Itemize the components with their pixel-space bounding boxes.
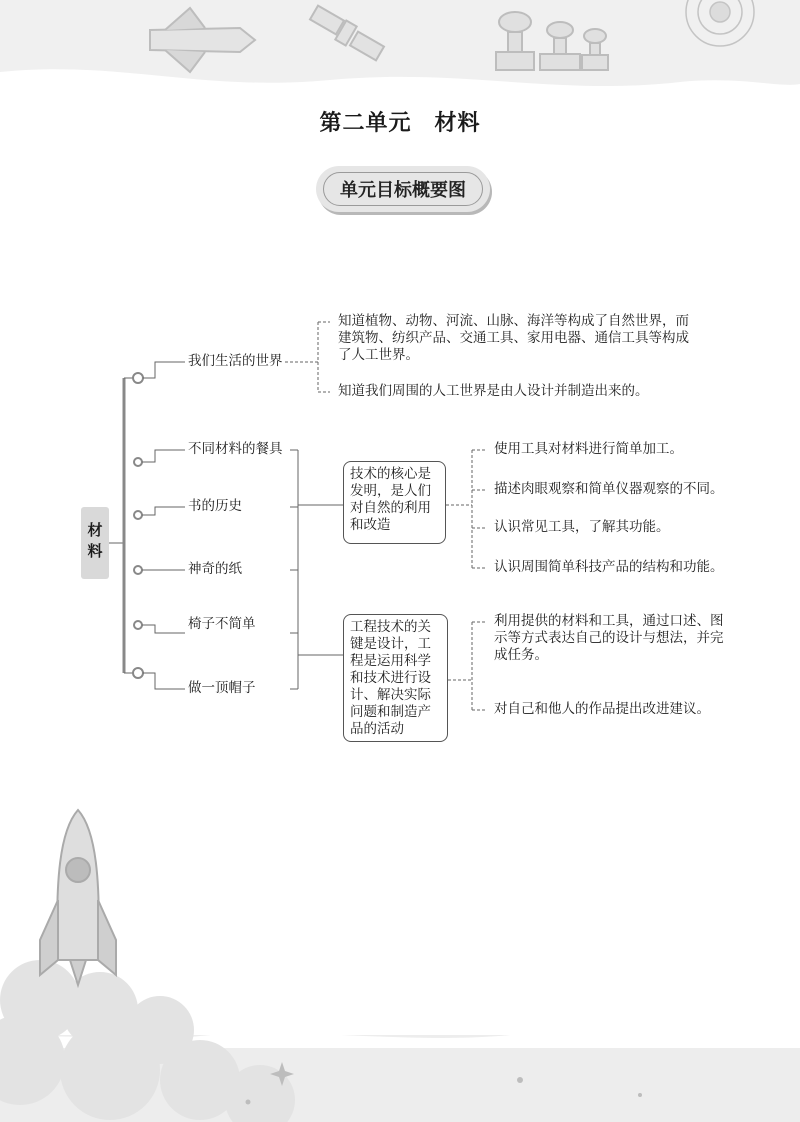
branch-label: 不同材料的餐具 — [188, 441, 283, 457]
goal-text: 认识常见工具，了解其功能。 — [494, 519, 670, 535]
root-node — [81, 507, 109, 579]
branch-label: 书的历史 — [188, 498, 242, 514]
goal-text: 利用提供的材料和工具，通过口述、图示等方式表达自己的设计与想法，并完成任务。 — [494, 613, 724, 663]
concept-box-engineering — [343, 614, 448, 742]
branch-label: 神奇的纸 — [188, 561, 242, 577]
badge-label: 单元目标概要图 — [340, 180, 466, 201]
root-label: 材料 — [85, 522, 104, 564]
goal-text: 知道植物、动物、河流、山脉、海洋等构成了自然世界，而建筑物、纺织产品、交通工具、家用电器、通信工具等构成了人工世界。 — [338, 313, 689, 363]
goal-text: 描述肉眼观察和简单仪器观察的不同。 — [494, 481, 724, 497]
branch-label: 我们生活的世界 — [188, 353, 283, 369]
concept-text: 工程技术的关键是设计，工程是运用科学和技术进行设计、解决实际问题和制造产品的活动 — [350, 619, 431, 737]
concept-text: 技术的核心是发明，是人们对自然的利用和改造 — [350, 466, 431, 533]
branch-label: 做一顶帽子 — [188, 680, 256, 696]
goal-text: 对自己和他人的作品提出改进建议。 — [494, 701, 710, 717]
goal-text: 使用工具对材料进行简单加工。 — [494, 441, 683, 457]
goal-text: 认识周围简单科技产品的结构和功能。 — [494, 559, 724, 575]
goal-text: 知道我们周围的人工世界是由人设计并制造出来的。 — [338, 383, 649, 399]
branch-label: 椅子不简单 — [188, 616, 256, 632]
concept-box-tech — [343, 461, 446, 544]
page-title: 第二单元 材料 — [319, 110, 481, 136]
